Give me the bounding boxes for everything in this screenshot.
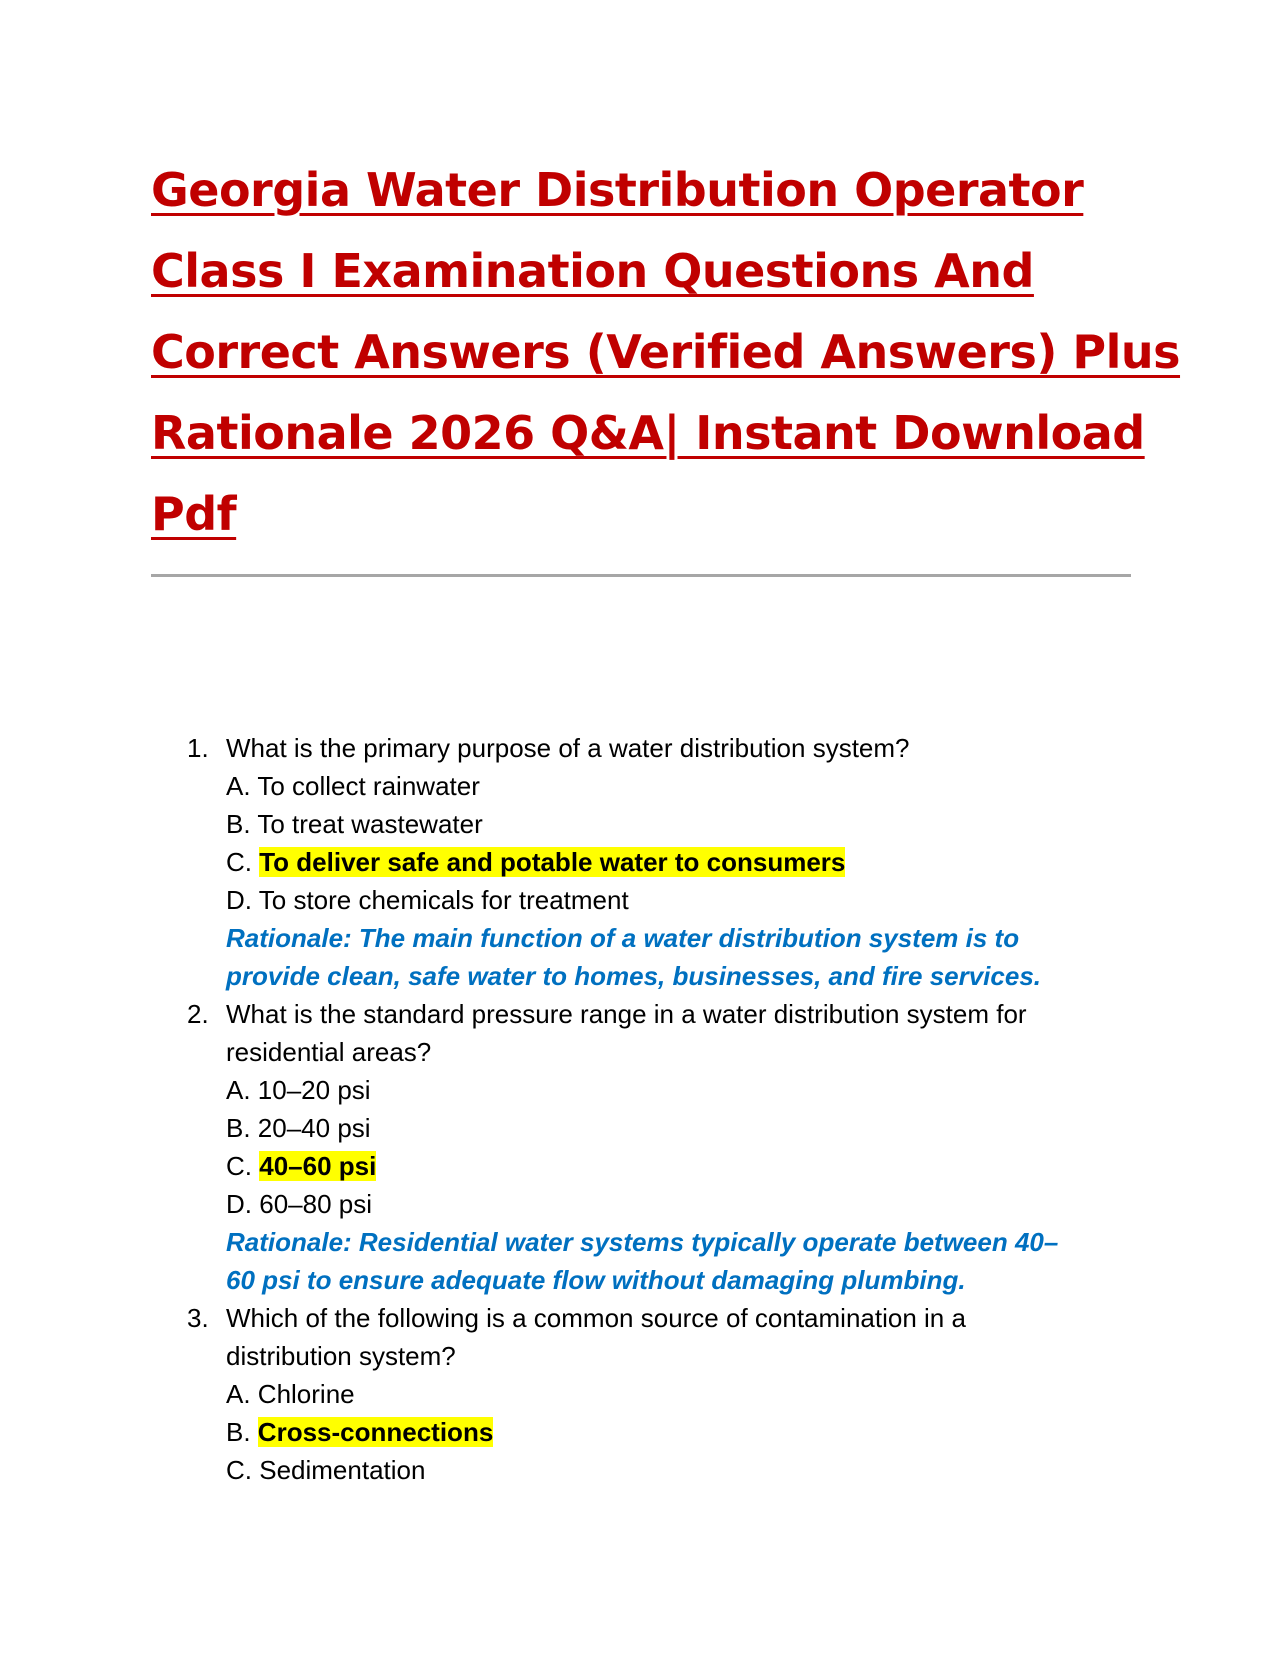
answer-option [226, 1109, 1151, 1147]
option-text: 60–80 psi [259, 1189, 372, 1219]
question-text: What is the primary purpose of a water distribution system? [226, 733, 910, 763]
answer-option [226, 1185, 1151, 1223]
option-letter: C. [226, 1151, 260, 1181]
option-text: Chlorine [257, 1379, 355, 1409]
option-letter: D. [226, 885, 259, 915]
answer-option [226, 1451, 1151, 1489]
question-1 [151, 729, 1151, 995]
question-number: 1. [187, 733, 209, 763]
correct-answer: Cross-connections [257, 1417, 494, 1447]
correct-answer: To deliver safe and potable water to consumers [259, 847, 846, 877]
question-list [151, 729, 1151, 1489]
question-3 [151, 1299, 1151, 1489]
option-letter: C. [226, 847, 260, 877]
option-letter: B. [226, 1417, 258, 1447]
title-line: Pdf [151, 487, 237, 541]
title-line: Georgia Water Distribution Operator [151, 163, 1084, 217]
option-text: To treat wastewater [257, 809, 483, 839]
option-text: To store chemicals for treatment [258, 885, 629, 915]
answer-option [226, 1413, 1151, 1451]
answer-option [226, 881, 1151, 919]
answer-option [226, 1071, 1151, 1109]
option-text: Sedimentation [259, 1455, 426, 1485]
question-number: 2. [187, 999, 209, 1029]
option-letter: C. [226, 1455, 260, 1485]
question-text-line: What is the standard pressure range in a water distribution system for [226, 999, 1027, 1029]
option-letter: D. [226, 1189, 260, 1219]
option-letter: A. [226, 771, 258, 801]
question-2 [151, 995, 1151, 1299]
answer-option [226, 767, 1151, 805]
rationale-line: Rationale: Residential water systems typically operate between 40– [226, 1227, 1059, 1257]
title-line: Rationale 2026 Q&A| Instant Download [151, 406, 1145, 460]
page-title [151, 150, 1181, 555]
rationale-line: 60 psi to ensure adequate flow without damaging plumbing. [226, 1265, 966, 1295]
rationale-line: provide clean, safe water to homes, businesses, and fire services. [226, 961, 1042, 991]
option-letter: B. [226, 1113, 258, 1143]
answer-option [226, 805, 1151, 843]
option-letter: A. [226, 1379, 258, 1409]
title-line: Class I Examination Questions And [151, 244, 1034, 298]
rationale-line: Rationale: The main function of a water distribution system is to [226, 923, 1020, 953]
title-divider [151, 574, 1131, 577]
answer-option [226, 1375, 1151, 1413]
title-line: Correct Answers (Verified Answers) Plus [151, 325, 1181, 379]
option-text: 20–40 psi [257, 1113, 371, 1143]
question-text-line: residential areas? [226, 1037, 432, 1067]
option-letter: B. [226, 809, 258, 839]
option-letter: A. [226, 1075, 258, 1105]
answer-option [226, 843, 1151, 881]
question-text-line: distribution system? [226, 1341, 456, 1371]
answer-option [226, 1147, 1151, 1185]
option-text: 10–20 psi [257, 1075, 371, 1105]
option-text: To collect rainwater [257, 771, 480, 801]
question-text-line: Which of the following is a common source of contamination in a [226, 1303, 966, 1333]
correct-answer: 40–60 psi [259, 1151, 377, 1181]
question-number: 3. [187, 1303, 209, 1333]
